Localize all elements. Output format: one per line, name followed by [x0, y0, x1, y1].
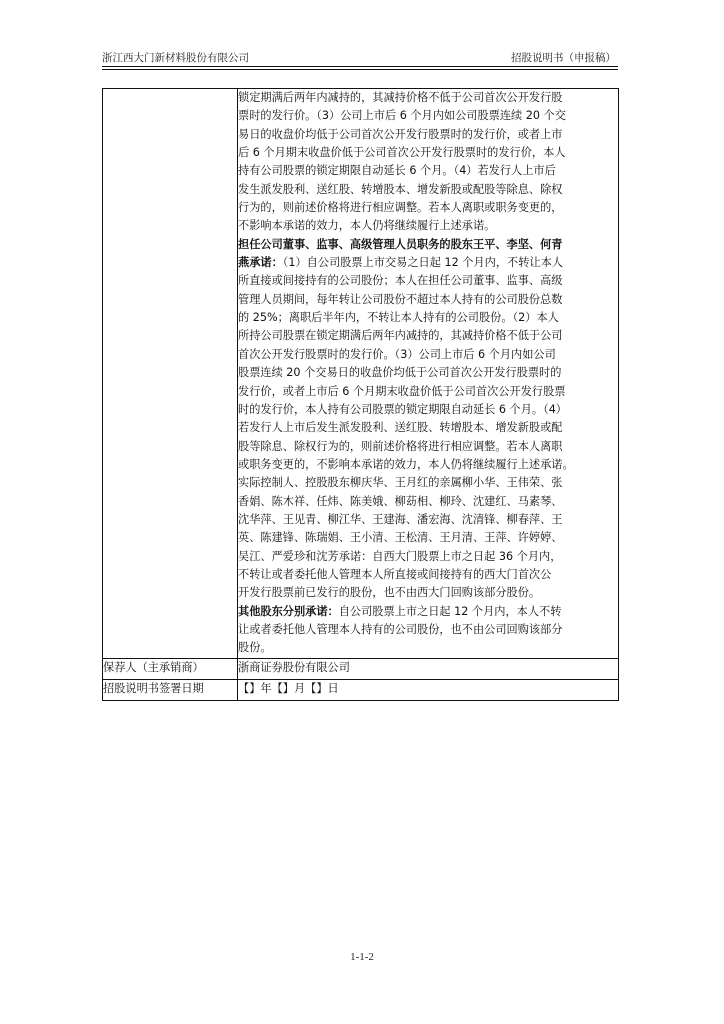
text-line: 开发行股票前已发行的股份，也不由西大门回购该部分股份。: [238, 586, 541, 600]
text-line: 英、陈建锋、陈瑞娟、王小清、王松清、王月清、王萍、许婷婷、: [238, 531, 563, 545]
director-shareholder-heading-cont: 燕承诺：: [238, 256, 283, 270]
other-shareholders-heading: 其他股东分别承诺：: [238, 604, 339, 618]
text-line: 管理人员期间，每年转让公司股份不超过本人持有的公司股份总数: [238, 292, 563, 306]
text-line: 不转让或者委托他人管理本人所直接或间接持有的西大门首次公: [238, 567, 552, 581]
text-line: 若发行人上市后发生派发股利、送红股、转增股本、增发新股或配: [238, 421, 563, 435]
text-line: 后 6 个月期末收盘价低于公司首次公开发行股票时的发行价，本人: [238, 146, 566, 160]
text-line: 票时的发行价。（3）公司上市后 6 个月内如公司股票连续 20 个交: [238, 109, 566, 123]
header-rule-thin: [102, 69, 618, 70]
page-number: 1-1-2: [350, 951, 374, 963]
text-line: 实际控制人、控股股东柳庆华、王月红的亲属柳小华、王伟荣、张: [238, 476, 563, 490]
text-line: 锁定期满后两年内减持的，其减持价格不低于公司首次公开发行股: [238, 91, 563, 104]
table-row-sponsor: [103, 658, 619, 679]
sponsor-label: 保荐人（主承销商）: [103, 658, 238, 679]
text-line: 所持公司股票在锁定期满后两年内减持的，其减持价格不低于公司: [238, 329, 563, 343]
table-row-signing-date: [103, 679, 619, 700]
header-rule-thick: [102, 66, 618, 67]
text-line: 发行价，或者上市后 6 个月期末收盘价低于公司首次公开发行股票: [238, 384, 566, 398]
header-document-title: 招股说明书（申报稿）: [511, 52, 616, 64]
text-line: 沈华萍、王见青、柳江华、王建海、潘宏海、沈清锋、柳春萍、王: [238, 512, 563, 526]
row-label-empty: [103, 89, 238, 659]
sponsor-value: 浙商证券股份有限公司: [238, 658, 619, 679]
text-line: 所直接或间接持有的公司股份；本人在担任公司董事、监事、高级: [238, 274, 563, 288]
text-line: 首次公开发行股票时的发行价。（3）公司上市后 6 个月内如公司: [238, 347, 556, 361]
table-row-lockup-commitments: [103, 89, 619, 659]
prospectus-info-table: [102, 88, 619, 701]
text-line: 发生派发股利、送红股、转增股本、增发新股或配股等除息、除权: [238, 182, 563, 196]
running-header: [102, 50, 618, 66]
text-line: 股份。: [238, 641, 272, 655]
text-line: 持有公司股票的锁定期限自动延长 6 个月。（4）若发行人上市后: [238, 164, 556, 178]
text-line: 自公司股票上市之日起 12 个月内，本人不转: [338, 604, 562, 618]
text-line: 股等除息、除权行为的，则前述价格将进行相应调整。若本人离职: [238, 439, 563, 453]
text-line: 不影响本承诺的效力，本人仍将继续履行上述承诺。: [238, 219, 496, 233]
text-line: 香娟、陈木祥、任炜、陈美娥、柳苭相、柳玲、沈建红、马素琴、: [238, 494, 563, 508]
signing-date-label: 招股说明书签署日期: [103, 679, 238, 700]
text-line: 股票连续 20 个交易日的收盘价均低于公司首次公开发行股票时的: [238, 366, 562, 380]
lockup-commitment-text: [238, 89, 619, 659]
text-line: 或职务变更的，不影响本承诺的效力，本人仍将继续履行上述承诺。: [238, 457, 574, 471]
signing-date-value: 【】年【】月【】日: [238, 679, 619, 700]
director-shareholder-heading: 担任公司董事、监事、高级管理人员职务的股东王平、李坚、何青: [238, 237, 563, 251]
text-line: 时的发行价，本人持有公司股票的锁定期限自动延长 6 个月。（4）: [238, 402, 567, 416]
text-line: （1）自公司股票上市交易之日起 12 个月内，不转让本人: [282, 256, 563, 270]
text-line: 让或者委托他人管理本人持有的公司股份，也不由公司回购该部分: [238, 622, 563, 636]
text-line: 行为的，则前述价格将进行相应调整。若本人离职或职务变更的，: [238, 201, 563, 215]
text-line: 吴江、严爱珍和沈芳承诺：自西大门股票上市之日起 36 个月内，: [238, 549, 562, 563]
header-company-name: 浙江西大门新材料股份有限公司: [102, 52, 249, 64]
text-line: 的 25%；离职后半年内，不转让本人持有的公司股份。（2）本人: [238, 311, 559, 325]
text-line: 易日的收盘价均低于公司首次公开发行股票时的发行价，或者上市: [238, 127, 563, 141]
